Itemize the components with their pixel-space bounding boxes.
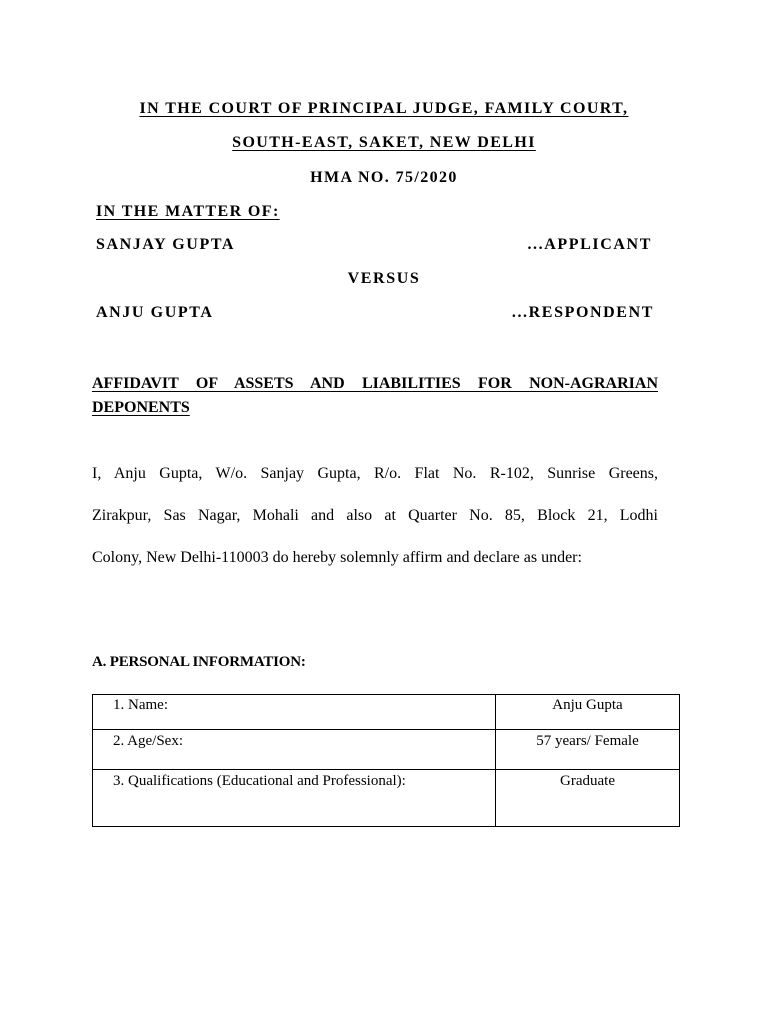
applicant-role: ...APPLICANT [527,236,652,253]
table-row [93,695,680,730]
section-a-heading: A. PERSONAL INFORMATION: [92,654,306,670]
row-value: Anju Gupta [496,695,680,730]
row-value: 57 years/ Female [496,730,680,770]
court-name-line-1: IN THE COURT OF PRINCIPAL JUDGE, FAMILY COURT, [139,100,629,117]
table-row [93,730,680,770]
row-value: Graduate [496,770,680,827]
respondent-name: ANJU GUPTA [96,304,214,321]
declaration-line: I, Anju Gupta, W/o. Sanjay Gupta, R/o. Flat No. R-102, Sunrise Greens, [92,465,658,482]
court-name-line-2: SOUTH-EAST, SAKET, NEW DELHI [232,134,536,151]
applicant-name: SANJAY GUPTA [96,236,236,253]
versus-label: VERSUS [347,270,421,287]
affidavit-declaration [92,453,658,579]
row-label: 2. Age/Sex: [93,730,496,770]
table-row [93,770,680,827]
personal-information-table [92,694,680,827]
row-label: 3. Qualifications (Educational and Professional): [93,770,496,827]
row-label: 1. Name: [93,695,496,730]
matter-label: IN THE MATTER OF: [96,203,280,220]
respondent-role: ...RESPONDENT [511,304,654,321]
declaration-line: Colony, New Delhi-110003 do hereby solemnly affirm and declare as under: [92,549,582,566]
affidavit-title: AFFIDAVIT OF ASSETS AND LIABILITIES FOR NON-AGRARIAN DEPONENTS [92,375,658,416]
case-number: HMA NO. 75/2020 [310,169,458,186]
declaration-line: Zirakpur, Sas Nagar, Mohali and also at Quarter No. 85, Block 21, Lodhi [92,507,658,524]
